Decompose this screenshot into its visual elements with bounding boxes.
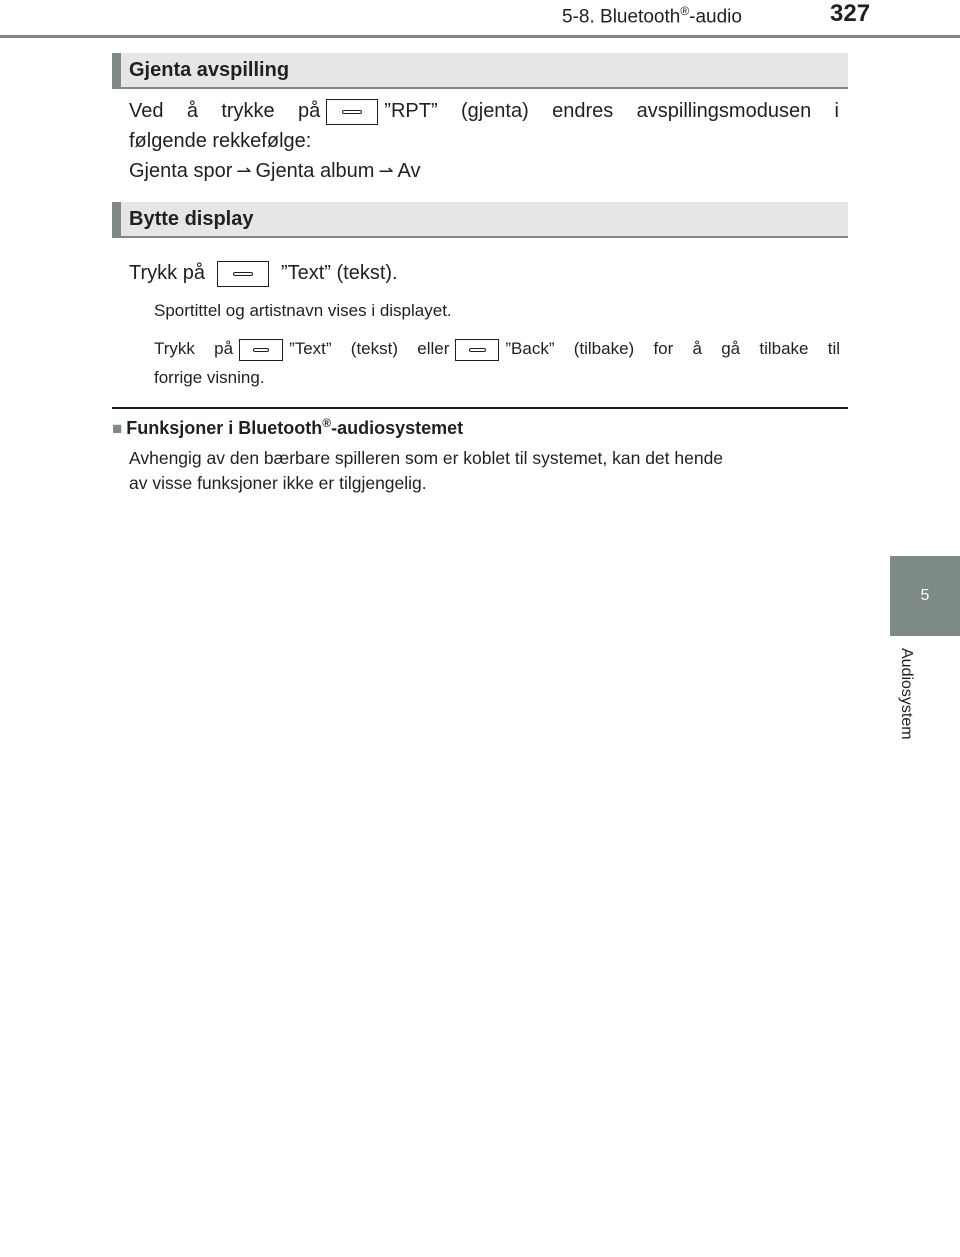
repeat-seq-track: Gjenta spor [129, 160, 233, 182]
repeat-instruction-post: ”RPT” (gjenta) endres avspillingsmodusen i [384, 100, 839, 122]
section-divider [112, 407, 848, 409]
right-arrow-icon: ⇀ [236, 161, 252, 181]
functions-body-line1: Avhengig av den bærbare spilleren som er koblet til systemet, kan det hende [129, 448, 724, 468]
functions-heading [112, 416, 463, 439]
rpt-key-button-icon [326, 99, 378, 125]
repeat-instruction-line2: følgende rekkefølge: [129, 130, 312, 152]
square-bullet-icon: ■ [112, 419, 123, 438]
header-divider [0, 35, 960, 38]
display-note-2-line1 [154, 334, 840, 363]
repeat-sequence [129, 156, 421, 186]
section-heading-display: Bytte display [112, 202, 848, 238]
display-note-2-post: ”Back” (tilbake) for å gå tilbake til [505, 339, 841, 358]
display-instruction-post: ”Text” (tekst). [280, 262, 398, 284]
functions-heading-pre: Funksjoner i Bluetooth [126, 418, 323, 438]
text-key-button-icon [217, 261, 269, 287]
display-note-2-pre: Trykk på [154, 339, 234, 358]
chapter-number: 5 [920, 587, 930, 604]
text-key-button-icon [239, 339, 283, 361]
chapter-label: Audiosystem [898, 648, 915, 740]
header-section: 5-8. Bluetooth [562, 6, 681, 28]
page-number: 327 [830, 0, 871, 27]
functions-heading-post: -audiosystemet [331, 418, 464, 438]
header-section-title [562, 4, 742, 28]
functions-body-line2: av visse funksjoner ikke er tilgjengelig. [129, 473, 427, 493]
repeat-instruction-line1 [129, 96, 839, 126]
repeat-seq-album: Gjenta album [255, 160, 375, 182]
display-note-2-mid: ”Text” (tekst) eller [289, 339, 450, 358]
header-registered-mark: ® [680, 4, 690, 18]
display-instruction [129, 258, 398, 288]
functions-registered-mark: ® [322, 416, 332, 430]
display-note-2-line2: forrige visning. [154, 368, 265, 387]
section-heading-repeat: Gjenta avspilling [112, 53, 848, 89]
back-key-button-icon [455, 339, 499, 361]
repeat-instruction-pre: Ved å trykke på [129, 100, 321, 122]
chapter-tab [890, 556, 960, 636]
repeat-seq-off: Av [397, 160, 421, 182]
right-arrow-icon: ⇀ [378, 161, 394, 181]
display-instruction-pre: Trykk på [129, 262, 205, 284]
header-suffix: -audio [689, 6, 742, 28]
display-note-1: Sportittel og artistnavn vises i displayet. [154, 301, 452, 320]
